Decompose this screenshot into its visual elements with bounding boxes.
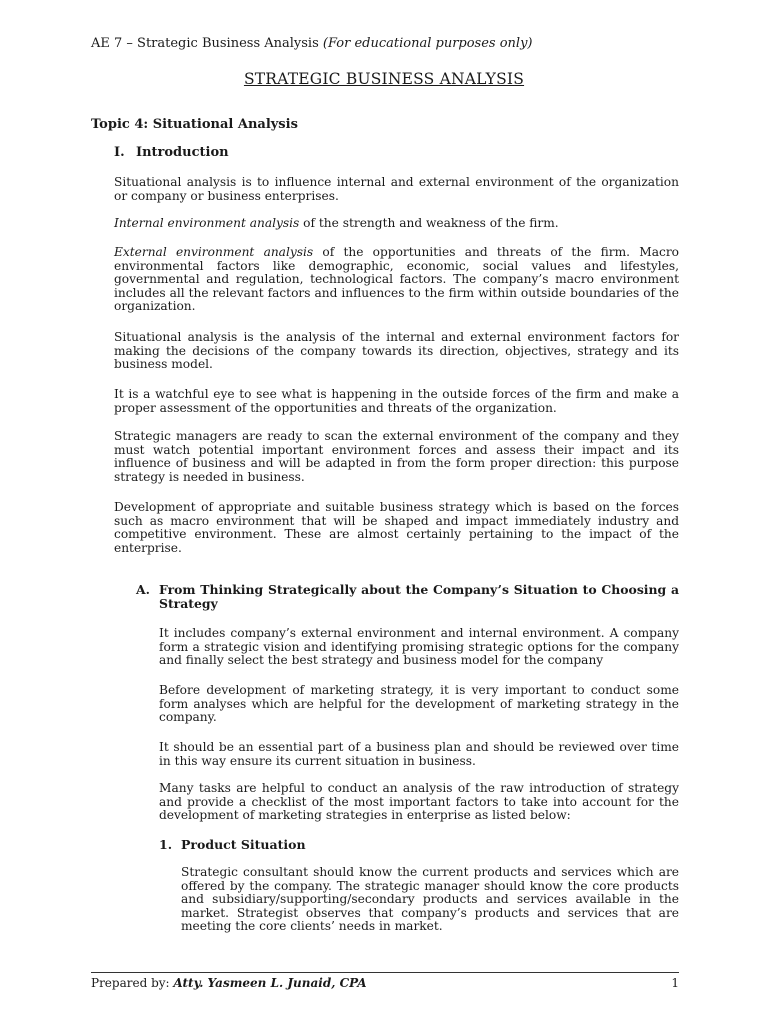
intro-paragraph-7: Development of appropriate and suitable business strategy which is based on the forces such as macro environment that will be shaped and impact immediately industry and competitive environment. These are almost certainly pertaining to the impact of the enterprise. bbox=[114, 500, 679, 555]
footer-prepared-by bbox=[91, 976, 367, 990]
subsection-a-heading bbox=[136, 583, 679, 611]
item-1-heading bbox=[159, 837, 306, 852]
page-number: 1 bbox=[671, 976, 679, 990]
item-1-title: Product Situation bbox=[181, 837, 306, 852]
term-external-analysis: External environment analysis bbox=[114, 245, 314, 259]
intro-paragraph-6: Strategic managers are ready to scan the external environment of the company and they must watch potential important environment forces and assess their impact and its influence of business and will be adapted in from the form proper direction: this purpose strategy is needed in business. bbox=[114, 429, 679, 484]
item-1-number: 1. bbox=[159, 837, 173, 852]
item-1-paragraph-1: Strategic consultant should know the current products and services which are offered by the company. The strategic manager should know the core products and subsidiary/supporting/secondary products and services available in the market. Strategist observes that company’s products and services that are meeting the core clients’ needs in market. bbox=[181, 865, 679, 934]
running-header bbox=[91, 36, 533, 51]
intro-paragraph-2-text: of the strength and weakness of the firm. bbox=[299, 216, 559, 230]
section-title: Introduction bbox=[136, 145, 229, 160]
section-heading bbox=[114, 145, 229, 160]
intro-paragraph-4: Situational analysis is the analysis of the internal and external environment factors for making the decisions of the company towards its direction, objectives, strategy and its business model. bbox=[114, 330, 679, 372]
intro-paragraph-3-text: of the opportunities and threats of the firm. Macro environmental factors like demographic, economic, social values and lifestyles, governmental and regulation, technological factors. The company’s macro environment includes all the relevant factors and influences to the firm within outside boundaries of the organization. bbox=[114, 245, 679, 314]
header-note: (For educational purposes only) bbox=[322, 36, 533, 51]
intro-paragraph-3 bbox=[114, 246, 679, 314]
intro-paragraph-1: Situational analysis is to influence internal and external environment of the organization or company or business enterprises. bbox=[114, 175, 679, 203]
section-number: I. bbox=[114, 145, 125, 160]
subsection-a-paragraph-4: Many tasks are helpful to conduct an analysis of the raw introduction of strategy and provide a checklist of the most important factors to take into account for the development of marketing strategies in enterprise as listed below: bbox=[159, 781, 679, 823]
prepared-label: Prepared by: bbox=[91, 976, 174, 990]
course-name: AE 7 – Strategic Business Analysis bbox=[91, 36, 319, 51]
document-title: STRATEGIC BUSINESS ANALYSIS bbox=[243, 70, 525, 88]
author-name: Atty. Yasmeen L. Junaid, CPA bbox=[173, 976, 367, 990]
intro-paragraph-5: It is a watchful eye to see what is happening in the outside forces of the firm and make a proper assessment of the opportunities and threats of the organization. bbox=[114, 387, 679, 415]
subsection-a-letter: A. bbox=[136, 582, 150, 597]
intro-paragraph-2 bbox=[114, 217, 679, 231]
footer-divider bbox=[91, 972, 679, 973]
subsection-a-paragraph-3: It should be an essential part of a business plan and should be reviewed over time in this way ensure its current situation in business. bbox=[159, 740, 679, 768]
subsection-a-paragraph-1: It includes company’s external environment and internal environment. A company form a strategic vision and identifying promising strategic options for the company and finally select the best strategy and business model for the company bbox=[159, 626, 679, 668]
topic-heading: Topic 4: Situational Analysis bbox=[91, 117, 298, 132]
subsection-a-title: From Thinking Strategically about the Company’s Situation to Choosing a Strategy bbox=[159, 582, 679, 611]
subsection-a-paragraph-2: Before development of marketing strategy, it is very important to conduct some form analyses which are helpful for the development of marketing strategy in the company. bbox=[159, 683, 679, 725]
term-internal-analysis: Internal environment analysis bbox=[114, 216, 300, 230]
